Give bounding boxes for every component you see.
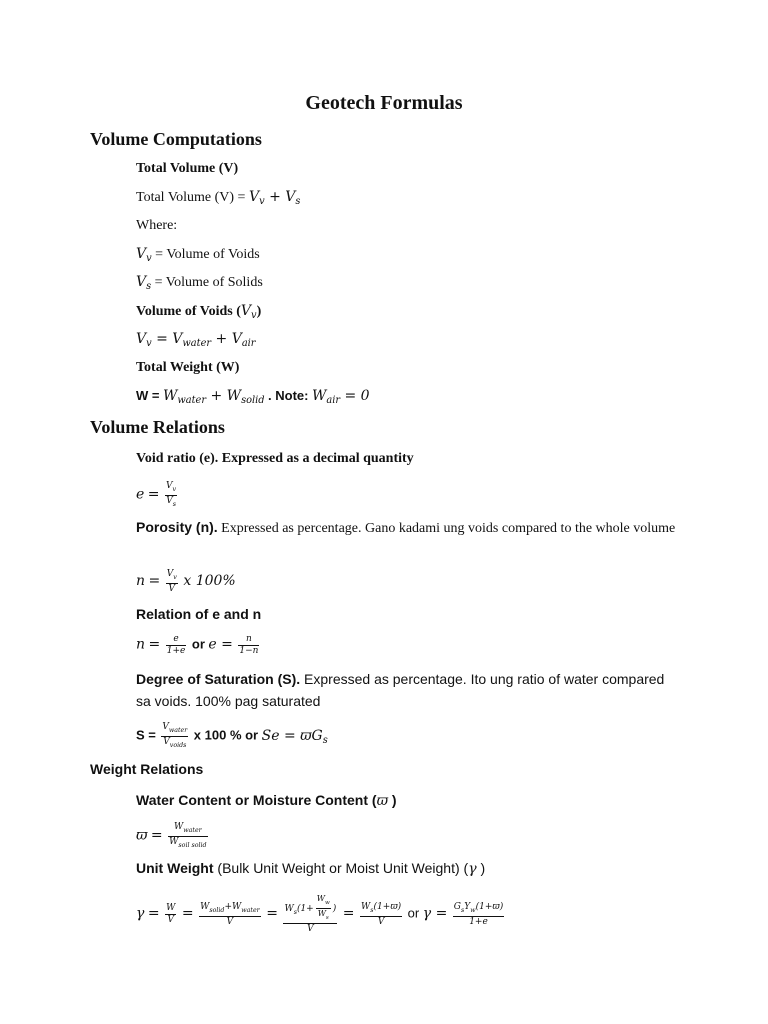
omega-symbol: ϖ <box>136 827 148 844</box>
unit-weight-heading: Unit Weight <box>136 860 214 876</box>
saturation-heading: Degree of Saturation (S). <box>136 671 301 687</box>
e-symbol: e = <box>208 636 233 653</box>
e-symbol: e <box>136 486 145 503</box>
water-content-heading <box>136 792 397 809</box>
se-equals-wgs-expression: $Se = ϖG_s$ <box>261 727 328 746</box>
w-air-expression: $W_{air} = 0$ <box>311 388 370 406</box>
vs-symbol: $V_s$ <box>136 274 152 292</box>
n-over-1-minus-n-fraction: $\frac{n}{1-n}$ <box>239 634 259 656</box>
x100-or-label: x 100 % or <box>193 727 259 743</box>
saturation-formula <box>136 722 328 751</box>
total-weight-formula <box>136 388 370 406</box>
equals-sign: = <box>148 573 161 590</box>
section-volume-relations: Volume Relations <box>90 417 225 437</box>
porosity-paragraph <box>136 517 676 539</box>
equals-sign: = <box>266 905 278 922</box>
gamma-symbol: γ <box>136 905 145 922</box>
total-volume-expression: $V_v + V_s$ <box>248 189 301 207</box>
n-symbol: n <box>136 573 146 590</box>
equals-sign: = <box>148 636 161 653</box>
vv-definition-text: = Volume of Voids <box>155 247 260 262</box>
ws-1-plus-ww-ws-over-v-fraction: $W_s(1+$ $\frac{W_w}{W_s}$ ) V <box>284 894 337 934</box>
equals-sign: = <box>181 905 194 922</box>
or-label: or <box>191 636 205 652</box>
total-weight-note: . Note: <box>268 388 309 403</box>
equals-sign: = <box>147 905 160 922</box>
porosity-description: Expressed as percentage. Gano kadami ung voids compared to the whole volume <box>217 521 676 536</box>
unit-weight-close: ) <box>480 860 486 876</box>
times-100-percent: x 100% <box>183 573 236 590</box>
volume-of-voids-formula: $V_v = V_{water} + V_{air}$ <box>136 331 256 349</box>
vv-definition <box>136 246 260 264</box>
saturation-paragraph <box>136 669 676 713</box>
s-label: S = <box>136 727 156 743</box>
equals-sign: = <box>147 486 160 503</box>
gamma-symbol: γ = <box>422 905 448 922</box>
vv-over-v-fraction: $\frac{V_v}{V}$ <box>166 569 177 594</box>
gs-yw-1-plus-omega-over-1-plus-e-fraction: $\frac{G_sY_w(1+ϖ)}{1+e}$ <box>453 901 504 927</box>
vs-definition <box>136 274 263 292</box>
vwater-over-vvoids-fraction: $\frac{V_{water}}{V_{voids}}$ <box>162 722 188 749</box>
page-title: Geotech Formulas <box>305 92 463 114</box>
section-weight-relations: Weight Relations <box>90 761 204 777</box>
water-content-formula <box>136 822 210 851</box>
ws-1-plus-omega-over-v-fraction: $\frac{W_s(1+ϖ)}{V}$ <box>361 901 402 927</box>
omega-symbol: ϖ <box>376 793 388 809</box>
vv-symbol: $V_v$ <box>136 246 152 264</box>
w-over-v-fraction: $\frac{W}{V}$ <box>166 903 176 925</box>
total-volume-label: Total Volume (V) = <box>136 190 246 205</box>
vv-over-vs-fraction: $\frac{V_v}{V_s}$ <box>166 481 177 508</box>
water-content-heading-text: Water Content or Moisture Content ( <box>136 792 377 808</box>
total-weight-w-label: W = <box>136 388 160 403</box>
porosity-formula <box>136 569 236 595</box>
saturation-description: Expressed as percentage. Ito ung ratio of water compared sa voids. 100% pag saturated <box>136 671 665 709</box>
n-symbol: n <box>136 636 146 653</box>
relation-e-n-formula <box>136 634 261 657</box>
total-volume-heading: Total Volume (V) <box>136 161 239 176</box>
equals-sign: = <box>342 905 355 922</box>
total-weight-heading: Total Weight (W) <box>136 360 240 375</box>
water-content-close: ) <box>391 792 397 808</box>
total-volume-formula <box>136 189 300 207</box>
vs-definition-text: = Volume of Solids <box>154 275 263 290</box>
total-weight-expression: $W_{water} + W_{solid}$ <box>162 388 265 406</box>
where-label: Where: <box>136 218 178 233</box>
gamma-symbol: γ <box>468 861 477 877</box>
porosity-heading: Porosity (n). <box>136 519 218 535</box>
unit-weight-formula <box>136 894 506 935</box>
or-label: or <box>407 905 420 921</box>
volume-of-voids-heading-text: Volume of Voids ( <box>136 304 241 319</box>
section-volume-computations: Volume Computations <box>90 129 262 149</box>
void-ratio-formula <box>136 481 179 510</box>
void-ratio-heading: Void ratio (e). Expressed as a decimal quantity <box>136 451 414 466</box>
volume-of-voids-heading: Volume of Voids $(V_v)$ <box>136 303 262 321</box>
wsolid-plus-wwater-over-v-fraction: $\frac{W_{solid}+W_{water}}{V}$ <box>200 901 260 927</box>
vv-symbol-inline: $V_v$ <box>240 303 257 321</box>
relation-e-n-heading: Relation of e and n <box>136 606 262 622</box>
unit-weight-heading-line <box>136 860 485 877</box>
equals-sign: = <box>150 827 163 844</box>
unit-weight-description: (Bulk Unit Weight or Moist Unit Weight) ( <box>213 860 469 876</box>
e-over-1-plus-e-fraction: $\frac{e}{1+e}$ <box>166 634 186 656</box>
wwater-over-wsoil-fraction: $\frac{W_{water}}{W_{soil solid}}$ <box>169 822 207 849</box>
